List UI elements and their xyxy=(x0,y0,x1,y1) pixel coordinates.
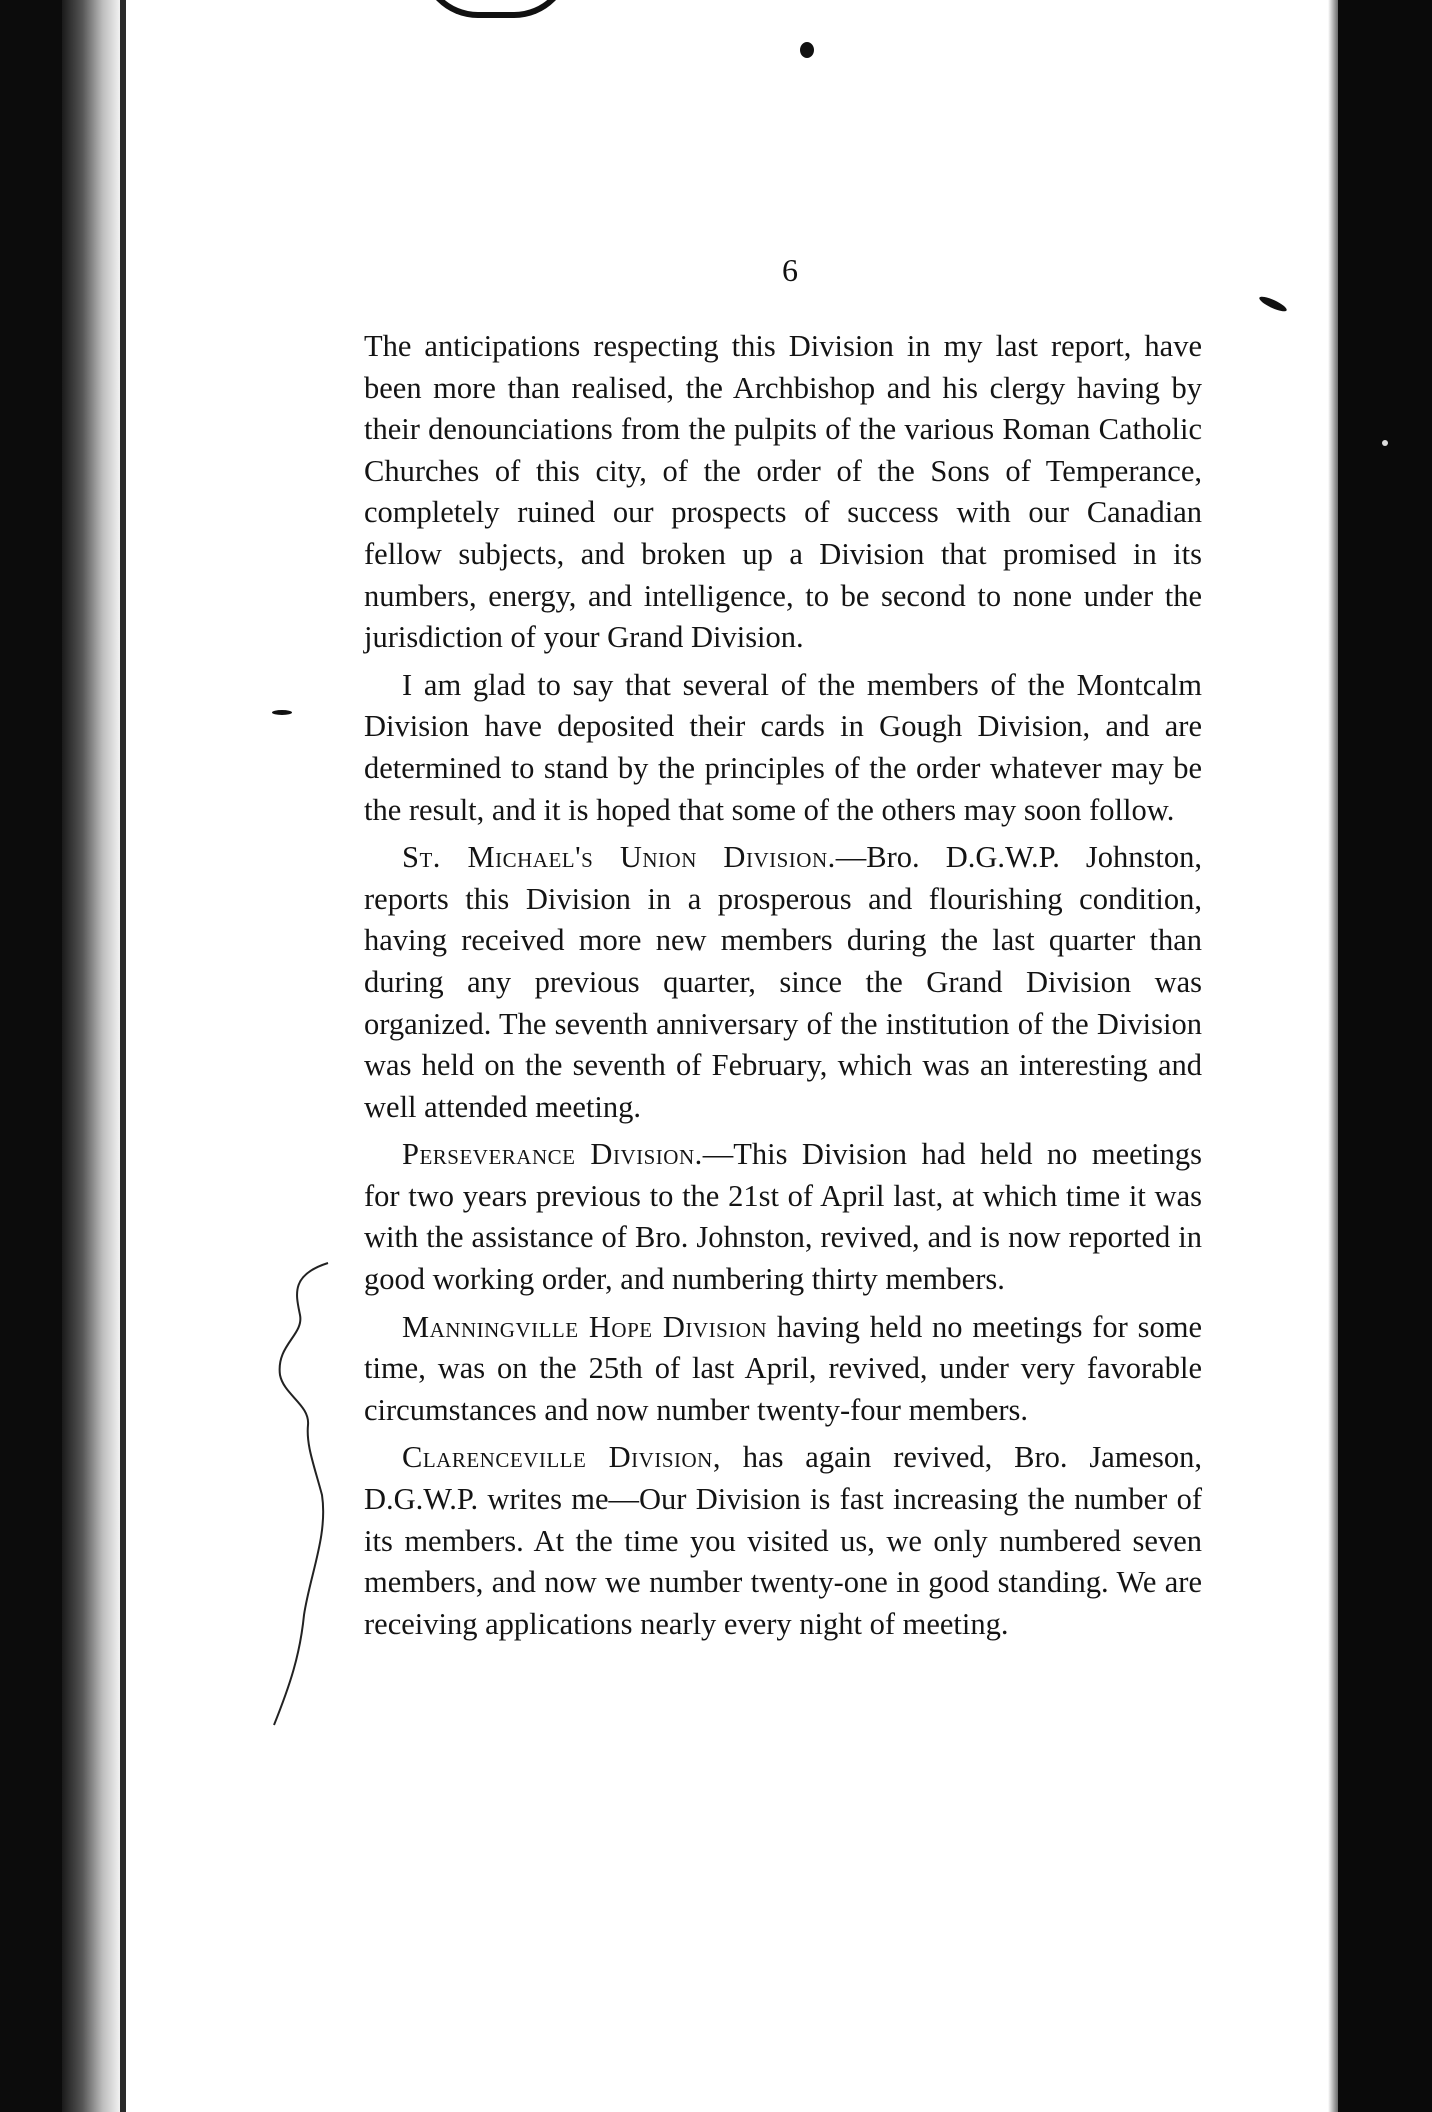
paragraph-text: The anticipations respecting this Division in my last report, have been more than realised, the Archbishop and his clergy having by their denounciations from the pulpits of the various Roman Catholic Churches of this city, of the order of the Sons of Temperance, completely ruined our prospects of success with our Canadian fellow subjects, and broken up a Division that promised in its numbers, energy, and intelligence, to be second to none under the jurisdiction of your Grand Division. xyxy=(364,329,1202,655)
paragraph-text: —This Division had held no meetings for two years previous to the 21st of April last, at which time it was with the assistance of Bro. Johnston, revived, and is now reported in good working order, and numbering thirty members. xyxy=(364,1137,1202,1297)
paragraph-text: having held no meetings for some time, was on the 25th of last April, revived, under very favorable circumstances and now number twenty-four members. xyxy=(364,1309,1202,1427)
right-page-edge xyxy=(1328,0,1338,2112)
ink-blot xyxy=(1382,440,1388,446)
paragraph xyxy=(364,326,1202,659)
paragraph xyxy=(364,665,1202,831)
ink-blot xyxy=(1258,294,1289,314)
ink-blot xyxy=(800,42,814,58)
handwritten-margin-bracket xyxy=(270,1255,340,1755)
division-heading: St. Michael's Union Division. xyxy=(402,840,836,875)
division-heading: Clarenceville Division, xyxy=(402,1440,721,1475)
paragraph xyxy=(364,1134,1202,1300)
body-text xyxy=(364,326,1202,1645)
left-page-border xyxy=(120,0,126,2112)
ink-blot xyxy=(272,710,292,715)
division-heading: Manningville Hope Division xyxy=(402,1309,768,1344)
right-binding-shadow xyxy=(1338,0,1432,2112)
top-binding-mark xyxy=(420,0,572,18)
left-binding-shadow xyxy=(0,0,62,2112)
page-number: 6 xyxy=(782,252,798,288)
left-page-edge xyxy=(62,0,120,2112)
paragraph xyxy=(364,1437,1202,1645)
paragraph-text: —Bro. D.G.W.P. Johnston, reports this Division in a prosperous and flourishing condition, having received more new members during the last quarter than during any previous quarter, since the Grand Division was organized. The seventh anniversary of the institution of the Division was held on the seventh of February, which was an interesting and well attended meeting. xyxy=(364,840,1202,1124)
paragraph xyxy=(364,1307,1202,1432)
paragraph-text: I am glad to say that several of the members of the Montcalm Division have deposited their cards in Gough Division, and are determined to stand by the principles of the order whatever may be the result, and it is hoped that some of the others may soon follow. xyxy=(364,667,1202,827)
paragraph xyxy=(364,837,1202,1128)
paragraph-text: has again revived, Bro. Jameson, D.G.W.P. writes me—Our Division is fast increasing the number of its members. At the time you visited us, we only numbered seven members, and now we number twenty-one in good standing. We are receiving applications nearly every night of meeting. xyxy=(364,1440,1202,1641)
division-heading: Perseverance Division. xyxy=(402,1137,703,1172)
